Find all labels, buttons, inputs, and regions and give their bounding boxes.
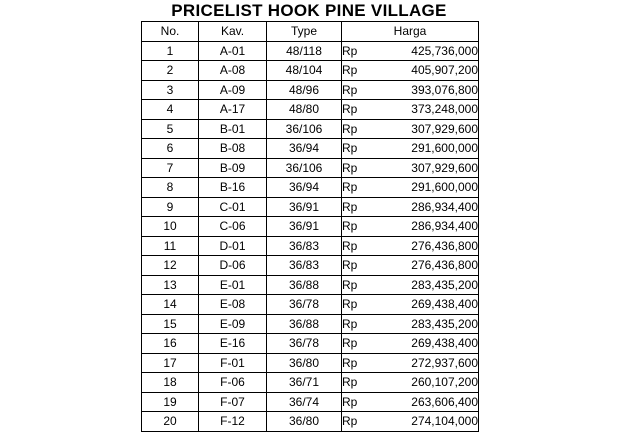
- table-row: [142, 256, 479, 276]
- price-amount: 283,435,200: [411, 316, 478, 331]
- cell-type: 36/78: [267, 295, 342, 315]
- cell-type: 36/71: [267, 373, 342, 393]
- cell-no: 11: [142, 236, 199, 256]
- cell-kav: A-09: [199, 80, 267, 100]
- price-amount: 286,934,400: [411, 199, 478, 214]
- cell-type: 48/80: [267, 100, 342, 120]
- cell-no: 14: [142, 295, 199, 315]
- price-amount: 405,907,200: [411, 63, 478, 78]
- currency-label: Rp: [342, 199, 358, 214]
- cell-harga: [342, 80, 479, 100]
- cell-kav: E-09: [199, 314, 267, 334]
- table-body: [142, 41, 479, 431]
- cell-harga: [342, 373, 479, 393]
- cell-harga: [342, 178, 479, 198]
- table-row: [142, 373, 479, 393]
- cell-type: 36/94: [267, 178, 342, 198]
- price-amount: 393,076,800: [411, 82, 478, 97]
- price-amount: 286,934,400: [411, 219, 478, 234]
- currency-label: Rp: [342, 297, 358, 312]
- cell-no: 1: [142, 41, 199, 61]
- price-amount: 291,600,000: [411, 141, 478, 156]
- price-amount: 263,606,400: [411, 394, 478, 409]
- currency-label: Rp: [342, 316, 358, 331]
- table-row: [142, 295, 479, 315]
- table-row: [142, 119, 479, 139]
- cell-harga: [342, 100, 479, 120]
- cell-type: 48/96: [267, 80, 342, 100]
- currency-label: Rp: [342, 277, 358, 292]
- table-row: [142, 197, 479, 217]
- cell-harga: [342, 217, 479, 237]
- price-amount: 307,929,600: [411, 160, 478, 175]
- cell-kav: B-01: [199, 119, 267, 139]
- cell-kav: E-16: [199, 334, 267, 354]
- cell-harga: [342, 256, 479, 276]
- price-amount: 283,435,200: [411, 277, 478, 292]
- column-header-harga: Harga: [342, 22, 479, 42]
- cell-harga: [342, 314, 479, 334]
- table-row: [142, 314, 479, 334]
- price-amount: 274,104,000: [411, 414, 478, 429]
- cell-no: 8: [142, 178, 199, 198]
- table-row: [142, 236, 479, 256]
- price-amount: 269,438,400: [411, 336, 478, 351]
- cell-type: 48/118: [267, 41, 342, 61]
- cell-kav: F-07: [199, 392, 267, 412]
- cell-kav: A-08: [199, 61, 267, 81]
- table-row: [142, 139, 479, 159]
- cell-kav: E-08: [199, 295, 267, 315]
- cell-harga: [342, 412, 479, 432]
- cell-type: 36/88: [267, 314, 342, 334]
- cell-kav: F-06: [199, 373, 267, 393]
- cell-type: 36/91: [267, 217, 342, 237]
- cell-no: 10: [142, 217, 199, 237]
- price-amount: 272,937,600: [411, 355, 478, 370]
- table-row: [142, 217, 479, 237]
- cell-kav: A-01: [199, 41, 267, 61]
- cell-no: 16: [142, 334, 199, 354]
- cell-no: 5: [142, 119, 199, 139]
- cell-no: 4: [142, 100, 199, 120]
- currency-label: Rp: [342, 394, 358, 409]
- cell-kav: F-01: [199, 353, 267, 373]
- currency-label: Rp: [342, 121, 358, 136]
- table-row: [142, 353, 479, 373]
- cell-harga: [342, 353, 479, 373]
- currency-label: Rp: [342, 258, 358, 273]
- cell-no: 13: [142, 275, 199, 295]
- table-row: [142, 334, 479, 354]
- cell-harga: [342, 61, 479, 81]
- cell-type: 48/104: [267, 61, 342, 81]
- pricelist-table: [141, 21, 479, 432]
- cell-type: 36/80: [267, 353, 342, 373]
- price-amount: 373,248,000: [411, 102, 478, 117]
- cell-harga: [342, 392, 479, 412]
- cell-no: 7: [142, 158, 199, 178]
- currency-label: Rp: [342, 141, 358, 156]
- currency-label: Rp: [342, 336, 358, 351]
- cell-no: 9: [142, 197, 199, 217]
- price-amount: 276,436,800: [411, 238, 478, 253]
- cell-kav: E-01: [199, 275, 267, 295]
- cell-type: 36/74: [267, 392, 342, 412]
- page-title: PRICELIST HOOK PINE VILLAGE: [171, 1, 447, 20]
- currency-label: Rp: [342, 43, 358, 58]
- currency-label: Rp: [342, 355, 358, 370]
- table-row: [142, 80, 479, 100]
- cell-type: 36/83: [267, 236, 342, 256]
- price-amount: 425,736,000: [411, 43, 478, 58]
- table-row: [142, 41, 479, 61]
- table-row: [142, 100, 479, 120]
- cell-kav: C-01: [199, 197, 267, 217]
- cell-no: 17: [142, 353, 199, 373]
- table-row: [142, 412, 479, 432]
- cell-no: 18: [142, 373, 199, 393]
- cell-type: 36/78: [267, 334, 342, 354]
- cell-harga: [342, 139, 479, 159]
- table-header-row: [142, 22, 479, 42]
- cell-no: 2: [142, 61, 199, 81]
- cell-harga: [342, 275, 479, 295]
- cell-type: 36/83: [267, 256, 342, 276]
- cell-no: 6: [142, 139, 199, 159]
- price-amount: 269,438,400: [411, 297, 478, 312]
- cell-harga: [342, 41, 479, 61]
- currency-label: Rp: [342, 160, 358, 175]
- column-header-kav: Kav.: [199, 22, 267, 42]
- currency-label: Rp: [342, 238, 358, 253]
- currency-label: Rp: [342, 180, 358, 195]
- currency-label: Rp: [342, 82, 358, 97]
- table-row: [142, 392, 479, 412]
- cell-kav: A-17: [199, 100, 267, 120]
- cell-no: 12: [142, 256, 199, 276]
- price-amount: 291,600,000: [411, 180, 478, 195]
- cell-no: 19: [142, 392, 199, 412]
- cell-no: 3: [142, 80, 199, 100]
- cell-kav: F-12: [199, 412, 267, 432]
- cell-type: 36/88: [267, 275, 342, 295]
- cell-type: 36/106: [267, 119, 342, 139]
- cell-type: 36/94: [267, 139, 342, 159]
- cell-kav: C-06: [199, 217, 267, 237]
- cell-kav: B-16: [199, 178, 267, 198]
- price-amount: 276,436,800: [411, 258, 478, 273]
- cell-kav: B-08: [199, 139, 267, 159]
- cell-harga: [342, 197, 479, 217]
- table-row: [142, 61, 479, 81]
- cell-type: 36/106: [267, 158, 342, 178]
- currency-label: Rp: [342, 102, 358, 117]
- cell-kav: D-06: [199, 256, 267, 276]
- currency-label: Rp: [342, 63, 358, 78]
- column-header-type: Type: [267, 22, 342, 42]
- cell-type: 36/91: [267, 197, 342, 217]
- cell-harga: [342, 295, 479, 315]
- cell-harga: [342, 236, 479, 256]
- price-amount: 260,107,200: [411, 375, 478, 390]
- cell-harga: [342, 334, 479, 354]
- column-header-no: No.: [142, 22, 199, 42]
- currency-label: Rp: [342, 375, 358, 390]
- cell-type: 36/80: [267, 412, 342, 432]
- table-row: [142, 275, 479, 295]
- cell-kav: B-09: [199, 158, 267, 178]
- currency-label: Rp: [342, 414, 358, 429]
- cell-no: 15: [142, 314, 199, 334]
- cell-no: 20: [142, 412, 199, 432]
- currency-label: Rp: [342, 219, 358, 234]
- cell-kav: D-01: [199, 236, 267, 256]
- table-row: [142, 178, 479, 198]
- cell-harga: [342, 119, 479, 139]
- cell-harga: [342, 158, 479, 178]
- price-amount: 307,929,600: [411, 121, 478, 136]
- table-row: [142, 158, 479, 178]
